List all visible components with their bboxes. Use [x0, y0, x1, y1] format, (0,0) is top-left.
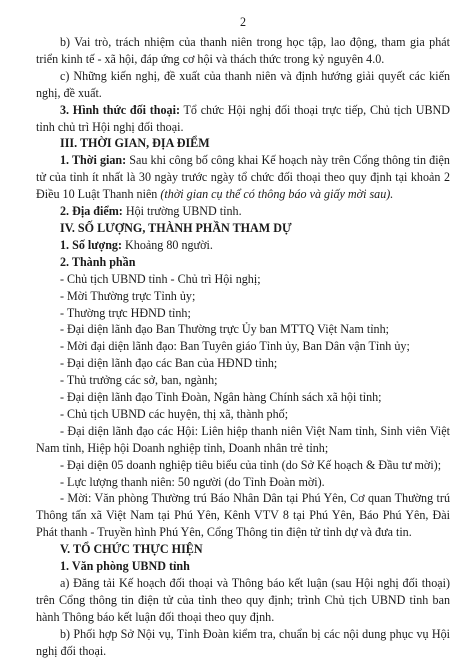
list-item: - Đại diện lãnh đạo Ban Thường trực Ủy ban MTTQ Việt Nam tỉnh; [60, 322, 390, 337]
dialogue-format-text: Tổ chức Hội nghị đối thoại trực tiếp, Chủ tịch UBND tỉnh chủ trì Hội nghị đối thoại. [36, 102, 450, 134]
dialogue-format-label: 3. Hình thức đối thoại: [60, 102, 180, 117]
list-item: - Chủ tịch UBND các huyện, thị xã, thành phố; [60, 406, 289, 421]
place-text: Hội trường UBND tỉnh. [122, 204, 242, 219]
place-label: 2. Địa điểm: [60, 204, 123, 219]
place-paragraph [36, 203, 450, 220]
office-task-b: b) Phối hợp Sở Nội vụ, Tỉnh Đoàn kiểm tra, chuẩn bị các nội dung phục vụ Hội nghị đối thoại. [36, 626, 450, 658]
list-item: - Thường trực HĐND tỉnh; [60, 305, 191, 320]
list-item: - Chủ tịch UBND tỉnh - Chủ trì Hội nghị; [60, 271, 261, 286]
quantity-text: Khoảng 80 người. [122, 237, 213, 252]
list-item: - Mời đại diện lãnh đạo: Ban Tuyên giáo Tỉnh ủy, Ban Dân vận Tỉnh ủy; [60, 339, 410, 354]
list-item: - Mời: Văn phòng Thường trú Báo Nhân Dân tại Phú Yên, Cơ quan Thường trú Thông tấn xã Việt Nam tại Phú Yên, Kênh VTV 8 tại Phú Yên, Báo Phú Yên, Đài Phát thanh - Truyền hình Phú Yên, Cổng Thông tin điện tử tỉnh dự và đưa tin. [36, 491, 450, 540]
list-item: - Lực lượng thanh niên: 50 người (do Tỉnh Đoàn mời). [60, 474, 325, 489]
section-heading-implementation: V. TỔ CHỨC THỰC HIỆN [60, 542, 203, 557]
list-item: - Đại diện lãnh đạo Tỉnh Đoàn, Ngân hàng Chính sách xã hội tỉnh; [60, 390, 382, 405]
list-item: - Đại diện 05 doanh nghiệp tiêu biểu của tỉnh (do Sở Kế hoạch & Đầu tư mời); [60, 457, 442, 472]
quantity-paragraph [36, 237, 450, 254]
list-item: - Thủ trưởng các sở, ban, ngành; [60, 373, 218, 388]
time-paragraph [36, 152, 450, 203]
office-task-a: a) Đăng tải Kế hoạch đối thoại và Thông báo kết luận (sau Hội nghị đối thoại) trên Cổng thông tin điện tử của tỉnh theo quy định; trình Chủ tịch UBND tỉnh ban hành Thông báo kết luận đối thoại theo quy định. [36, 576, 450, 624]
composition-heading: 2. Thành phần [60, 254, 136, 269]
paragraph-b: b) Vai trò, trách nhiệm của thanh niên trong học tập, lao động, tham gia phát triển kinh tế - xã hội, đáp ứng cơ hội và thách thức trong kỷ nguyên 4.0. [36, 35, 450, 66]
page-number: 2 [239, 15, 247, 29]
list-item: - Đại diện lãnh đạo các Ban của HĐND tỉnh; [60, 356, 278, 371]
time-note: (thời gian cụ thể có thông báo và giấy mời sau). [160, 187, 394, 202]
list-item: - Mời Thường trực Tỉnh ủy; [60, 288, 196, 303]
section-heading-time-place: III. THỜI GIAN, ĐỊA ĐIỂM [60, 136, 210, 151]
list-item: - Đại diện lãnh đạo các Hội: Liên hiệp thanh niên Việt Nam tỉnh, Sinh viên Việt Nam tỉnh, Hiệp hội Doanh nghiệp tỉnh, Doanh nhân trẻ tỉnh; [36, 423, 450, 455]
section-heading-participants: IV. SỐ LƯỢNG, THÀNH PHẦN THAM DỰ [60, 220, 292, 235]
time-label: 1. Thời gian: [60, 153, 127, 168]
paragraph-c: c) Những kiến nghị, đề xuất của thanh niên và định hướng giải quyết các kiến nghị, đề xuất. [36, 68, 450, 100]
quantity-label: 1. Số lượng: [60, 237, 123, 252]
office-heading: 1. Văn phòng UBND tỉnh [60, 559, 190, 574]
time-text: Sau khi công bố công khai Kế hoạch này trên Cổng thông tin điện tử của tỉnh ít nhất là 30 ngày trước ngày tổ chức đối thoại theo quy định tại khoản 2 Điều 10 Luật Thanh niên [36, 153, 450, 202]
dialogue-format [36, 102, 450, 136]
